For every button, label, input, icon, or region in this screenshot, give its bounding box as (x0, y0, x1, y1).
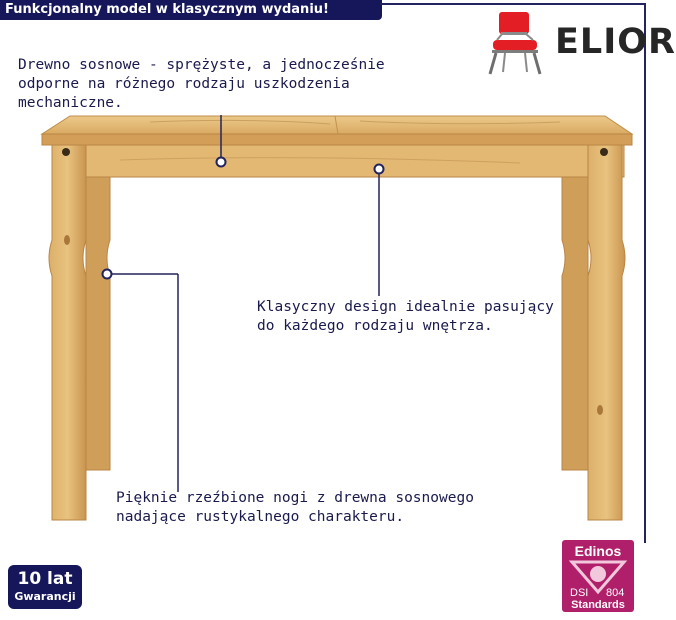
warranty-years: 10 lat (17, 569, 73, 589)
cert-label: Standards (571, 599, 625, 611)
cert-right: 804 (606, 587, 625, 599)
callout-wood: Drewno sosnowe - sprężyste, a jednocześnie odporne na różnego rodzaju uszkodzenia mechaniczne. (18, 57, 385, 111)
cert-left: DSI (570, 587, 589, 599)
page-banner: Funkcjonalny model w klasycznym wydaniu! (0, 0, 382, 20)
callout-legs: Pięknie rzeźbione nogi z drewna sosnowego nadające rustykalnego charakteru. (116, 490, 474, 525)
callout-design: Klasyczny design idealnie pasujący do każdego rodzaju wnętrza. (257, 299, 554, 334)
warranty-label: Gwarancji (14, 590, 76, 603)
brand-logo-text: ELIOR (555, 22, 676, 62)
edinos-standards-badge (562, 540, 634, 612)
cert-brand: Edinos (574, 543, 622, 559)
warranty-badge (8, 565, 82, 609)
